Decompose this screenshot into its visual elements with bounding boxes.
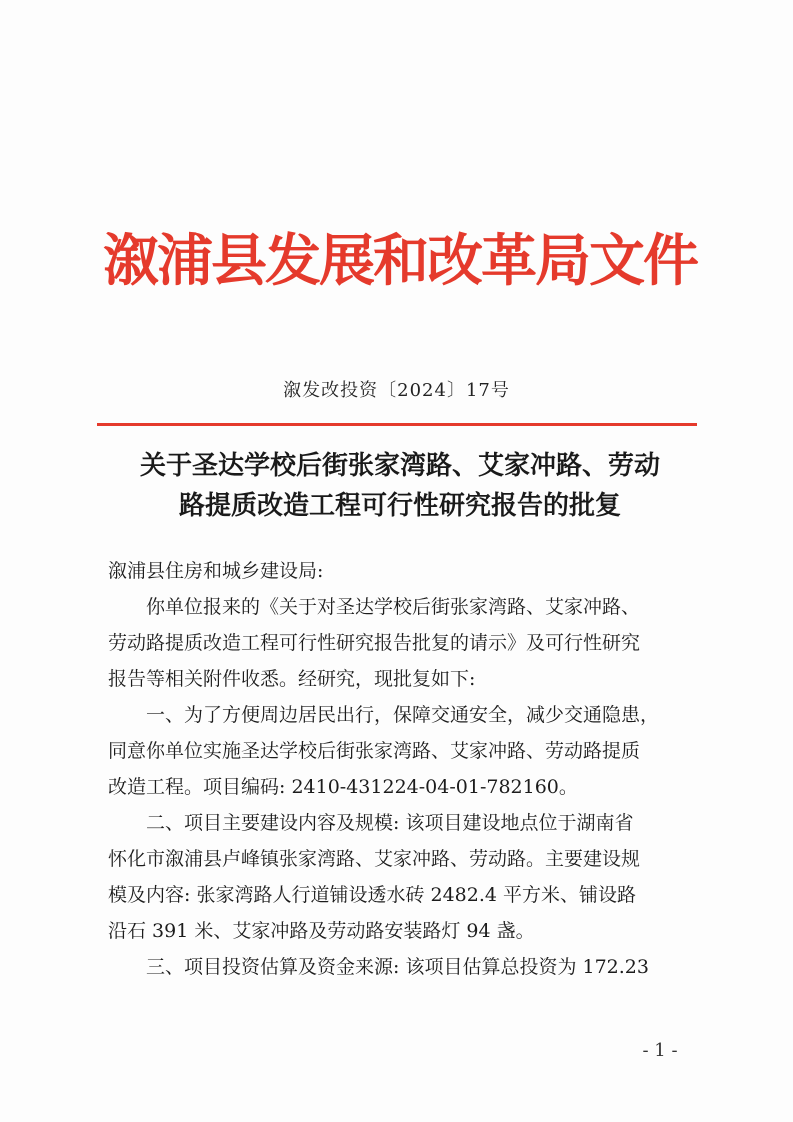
red-divider-line [97, 423, 697, 426]
salutation-text: 溆浦县住房和城乡建设局: [108, 560, 324, 582]
body-line: 怀化市溆浦县卢峰镇张家湾路、艾家冲路、劳动路。主要建设规 [108, 848, 641, 870]
paragraph-item-1 [108, 697, 698, 805]
title-line: 关于圣达学校后街张家湾路、艾家冲路、劳动 [139, 451, 660, 481]
body-line: 三、项目投资估算及资金来源: 该项目估算总投资为 172.23 [146, 956, 649, 978]
masthead-title: 溆浦县发展和改革局文件 [103, 228, 697, 294]
title-line: 路提质改造工程可行性研究报告的批复 [178, 491, 621, 521]
paragraph-item-2 [108, 805, 698, 949]
body-line: 沿石 391 米、艾家冲路及劳动路安装路灯 94 盏。 [108, 920, 535, 942]
body-line: 同意你单位实施圣达学校后街张家湾路、艾家冲路、劳动路提质 [108, 740, 641, 762]
body-line: 一、为了方便周边居民出行，保障交通安全，减少交通隐患， [146, 704, 660, 726]
document-title [100, 446, 700, 526]
body-line: 劳动路提质改造工程可行性研究报告批复的请示》及可行性研究 [108, 632, 641, 654]
page-number: - 1 - [642, 1040, 678, 1061]
document-body [108, 553, 698, 985]
body-line: 模及内容: 张家湾路人行道铺设透水砖 2482.4 平方米、铺设路 [108, 884, 637, 906]
salutation [108, 553, 698, 589]
paragraph-item-3 [108, 949, 698, 985]
body-line: 报告等相关附件收悉。经研究，现批复如下: [108, 668, 476, 690]
paragraph-intro [108, 589, 698, 697]
body-line: 改造工程。项目编码: 2410-431224-04-01-782160。 [108, 776, 578, 798]
body-line: 二、项目主要建设内容及规模: 该项目建设地点位于湖南省 [146, 812, 634, 834]
body-line: 你单位报来的《关于对圣达学校后街张家湾路、艾家冲路、 [146, 596, 641, 618]
document-number: 溆发改投资〔2024〕17号 [283, 380, 510, 401]
